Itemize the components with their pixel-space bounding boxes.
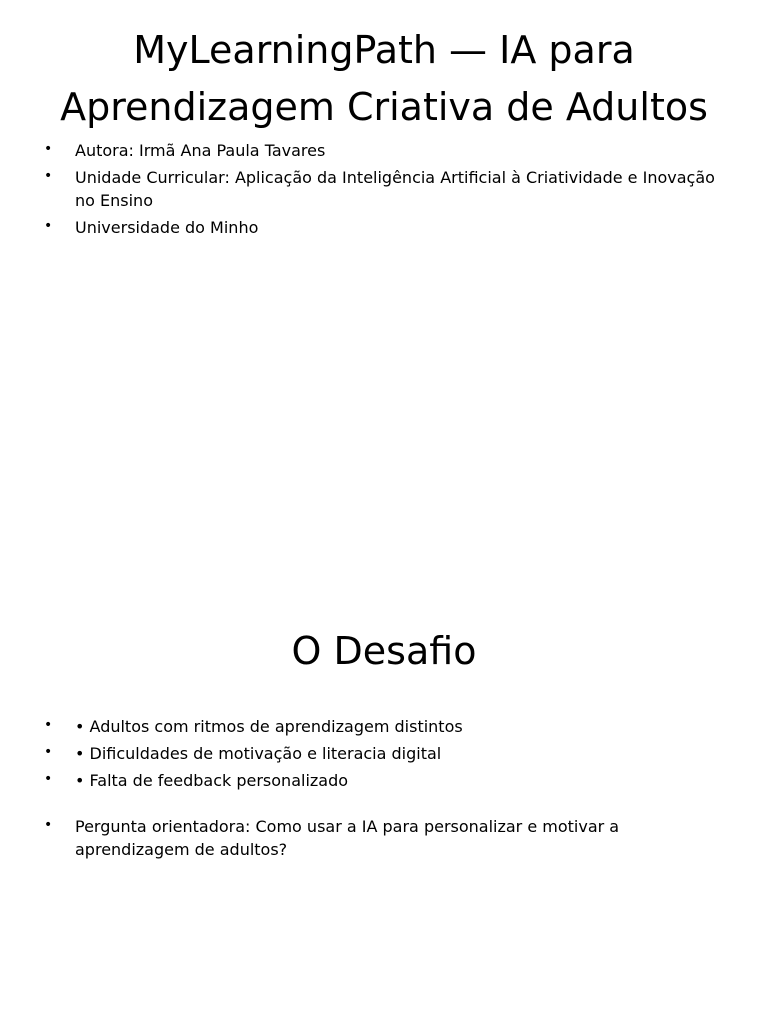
bullet-icon: • [44,744,53,760]
bullet-text: • Adultos com ritmos de aprendizagem distintos [75,717,463,736]
bullet-icon: • [44,817,53,833]
bullet-icon: • [44,141,53,157]
list-item [0,742,768,765]
slide-2 [0,576,768,1024]
bullet-icon: • [44,218,53,234]
bullet-list [0,715,768,865]
list-item [0,715,768,738]
bullet-text: Autora: Irmã Ana Paula Tavares [75,141,326,160]
slide-title: O Desafio [291,629,477,673]
bullet-text: Universidade do Minho [75,218,259,237]
bullet-icon: • [44,771,53,787]
list-item [0,769,768,792]
bullet-list [0,139,768,243]
slide-title: MyLearningPath — IA para Aprendizagem Criativa de Adultos [60,28,708,129]
bullet-icon: • [44,717,53,733]
bullet-text: • Falta de feedback personalizado [75,771,349,790]
bullet-icon: • [44,168,53,184]
bullet-text: Pergunta orientadora: Como usar a IA para personalizar e motivar a aprendizagem de adultos? [75,817,620,859]
bullet-text: • Dificuldades de motivação e literacia digital [75,744,442,763]
list-item [0,216,768,239]
list-item [0,166,768,212]
list-item [0,139,768,162]
bullet-text: Unidade Curricular: Aplicação da Inteligência Artificial à Criatividade e Inovação no Ensino [75,168,715,210]
list-item [0,815,768,861]
